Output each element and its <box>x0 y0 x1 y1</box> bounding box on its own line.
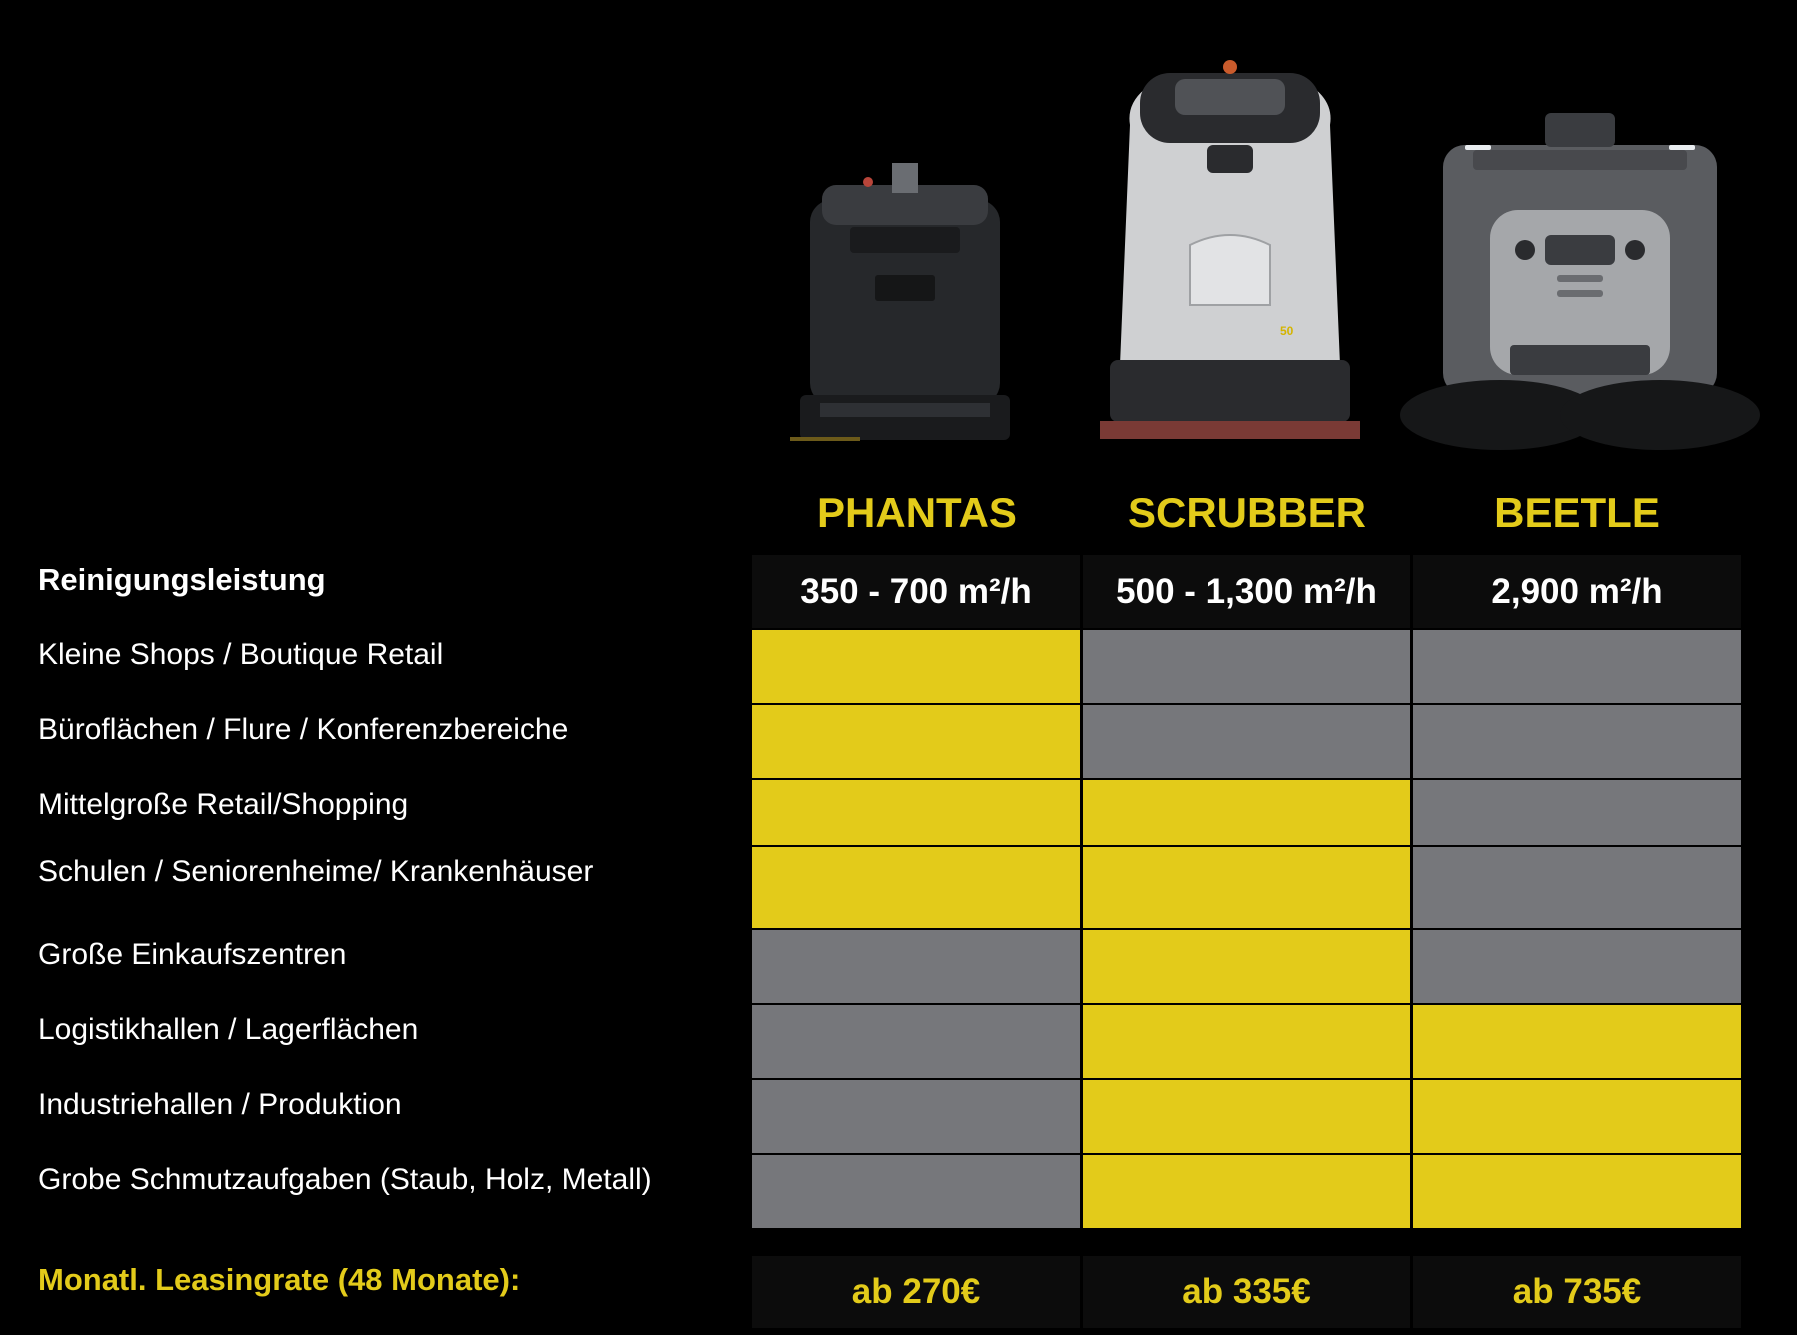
product-name-scrubber: SCRUBBER <box>1127 489 1366 536</box>
row-label: Grobe Schmutzaufgaben (Staub, Holz, Metall) <box>38 1163 652 1196</box>
beetle-robot-image <box>1395 105 1765 455</box>
phantas-robot-image <box>780 155 1030 455</box>
row-label: Schulen / Seniorenheime/ Krankenhäuser <box>38 855 594 888</box>
suitability-cell-beetle-row-8 <box>1413 1155 1741 1228</box>
suitability-cell-phantas-row-3 <box>752 780 1080 845</box>
scrubber-robot-image <box>1095 55 1365 450</box>
suitability-cell-scrubber-row-1 <box>1083 630 1410 703</box>
row-label: Logistikhallen / Lagerflächen <box>38 1013 419 1046</box>
suitability-cell-scrubber-row-8 <box>1083 1155 1410 1228</box>
suitability-cell-scrubber-row-7 <box>1083 1080 1410 1153</box>
cleaning-performance-label: Reinigungsleistung <box>38 562 326 597</box>
suitability-cell-beetle-row-3 <box>1413 780 1741 845</box>
suitability-cell-phantas-row-4 <box>752 847 1080 928</box>
suitability-cell-scrubber-row-5 <box>1083 930 1410 1003</box>
row-label: Industriehallen / Produktion <box>38 1088 402 1121</box>
product-name-phantas: PHANTAS <box>817 489 1017 536</box>
performance-phantas: 350 - 700 m²/h <box>752 555 1080 628</box>
suitability-cell-phantas-row-6 <box>752 1005 1080 1078</box>
row-label: Mittelgroße Retail/Shopping <box>38 788 409 821</box>
price-scrubber: ab 335€ <box>1083 1256 1410 1328</box>
performance-beetle: 2,900 m²/h <box>1413 555 1741 628</box>
leasing-rate-label: Monatl. Leasingrate (48 Monate): <box>38 1262 521 1297</box>
suitability-cell-phantas-row-8 <box>752 1155 1080 1228</box>
suitability-cell-scrubber-row-4 <box>1083 847 1410 928</box>
suitability-cell-beetle-row-6 <box>1413 1005 1741 1078</box>
row-label: Büroflächen / Flure / Konferenzbereiche <box>38 713 569 746</box>
suitability-cell-phantas-row-7 <box>752 1080 1080 1153</box>
suitability-cell-phantas-row-1 <box>752 630 1080 703</box>
suitability-cell-beetle-row-5 <box>1413 930 1741 1003</box>
price-beetle: ab 735€ <box>1413 1256 1741 1328</box>
price-phantas: ab 270€ <box>752 1256 1080 1328</box>
row-label: Kleine Shops / Boutique Retail <box>38 638 444 671</box>
suitability-cell-beetle-row-7 <box>1413 1080 1741 1153</box>
suitability-cell-phantas-row-5 <box>752 930 1080 1003</box>
suitability-cell-scrubber-row-2 <box>1083 705 1410 778</box>
suitability-cell-beetle-row-1 <box>1413 630 1741 703</box>
suitability-cell-scrubber-row-6 <box>1083 1005 1410 1078</box>
row-label: Große Einkaufszentren <box>38 938 347 971</box>
suitability-cell-beetle-row-4 <box>1413 847 1741 928</box>
suitability-cell-beetle-row-2 <box>1413 705 1741 778</box>
product-name-beetle: BEETLE <box>1494 489 1660 536</box>
suitability-cell-scrubber-row-3 <box>1083 780 1410 845</box>
scrubber-model-badge: 50 <box>1280 324 1294 338</box>
performance-scrubber: 500 - 1,300 m²/h <box>1083 555 1410 628</box>
suitability-cell-phantas-row-2 <box>752 705 1080 778</box>
